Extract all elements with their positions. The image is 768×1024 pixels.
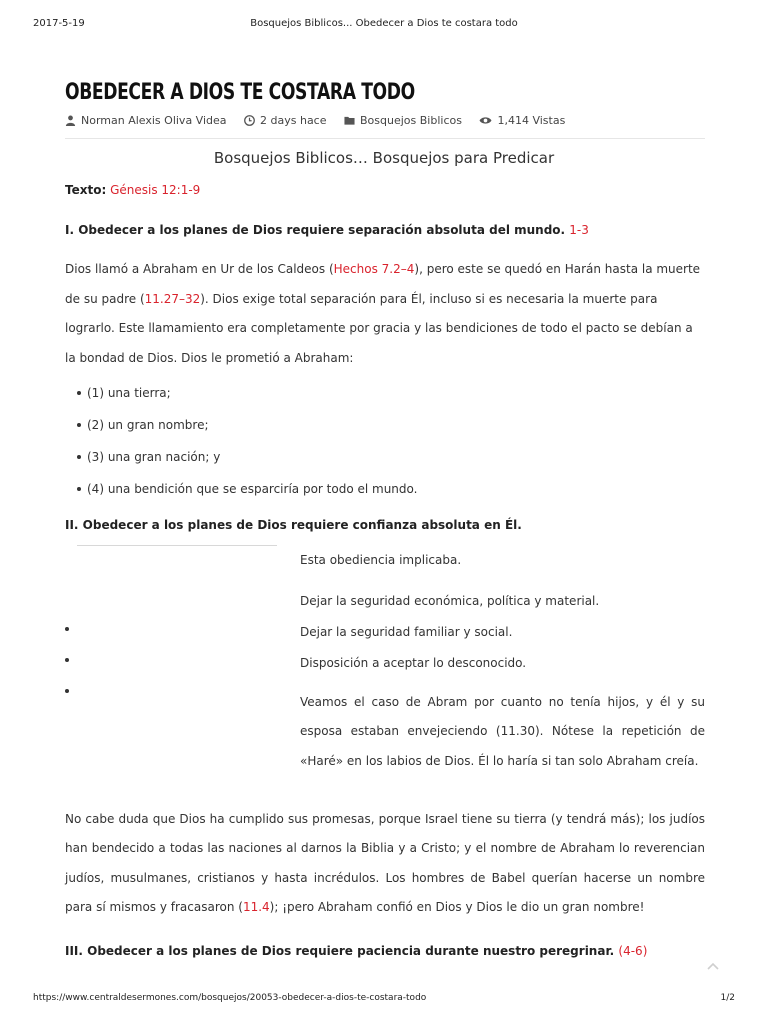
section-2-paragraph (65, 805, 705, 923)
bullet-markers (65, 617, 75, 710)
obedience-item: Dejar la seguridad económica, política y material. (300, 593, 600, 608)
meta-author-text: Norman Alexis Oliva Videa (81, 114, 227, 127)
list-item: (1) una tierra; (77, 377, 705, 409)
meta-views (479, 114, 565, 127)
user-icon (65, 115, 76, 126)
print-header-title: Bosquejos Biblicos... Obedecer a Dios te costara todo (250, 18, 518, 29)
obedience-item: Dejar la seguridad familiar y social. (300, 624, 513, 639)
p2-text-b: ); ¡pero Abraham confió en Dios y Dios le dio un gran nombre! (269, 900, 645, 914)
section-1-ref-link[interactable]: 1-3 (569, 222, 589, 237)
section-3-heading-text: III. Obedecer a los planes de Dios requiere paciencia durante nuestro peregrinar. (65, 943, 615, 958)
eye-icon (479, 115, 492, 126)
section-3-ref-link[interactable]: 4-6 (623, 943, 643, 958)
p1-text-a: Dios llamó a Abraham en Ur de los Caldeos ( (65, 262, 334, 276)
babel-ref-link[interactable]: 11.4 (242, 900, 270, 914)
chevron-up-icon (704, 958, 722, 976)
obedience-intro: Esta obediencia implicaba. (300, 552, 462, 567)
section-2-text (300, 545, 705, 777)
print-date: 2017-5-19 (33, 18, 85, 29)
abram-paragraph: Veamos el caso de Abram por cuanto no tenía hijos, y él y su esposa estaban envejeciendo (11.30). Nótese la repetición de «Haré» en los labios de Dios. Él lo haría si tan solo Abraham creía. (300, 694, 705, 768)
list-item: (4) una bendición que se esparciría por todo el mundo. (77, 473, 705, 505)
section-3-heading (65, 937, 705, 967)
p1-text-b: ), pero este se quedó en Harán hasta la muerte de su padre ( (65, 262, 701, 306)
hechos-ref-link[interactable]: Hechos 7.2–4 (333, 262, 415, 276)
meta-time (244, 114, 326, 127)
obedience-item: Disposición a aceptar lo desconocido. (300, 655, 527, 670)
section-2-heading: II. Obedecer a los planes de Dios requiere confianza absoluta en Él. (65, 518, 522, 532)
section-1-heading-text: I. Obedecer a los planes de Dios requiere separación absoluta del mundo. (65, 222, 566, 237)
texto-reference-link[interactable]: Génesis 12:1-9 (110, 183, 201, 197)
section-2-block (65, 545, 705, 805)
scroll-to-top-button[interactable] (704, 958, 722, 976)
bullet-marker (65, 648, 75, 679)
texto-label: Texto: (65, 183, 107, 197)
p1-text-c: ). Dios exige total separación para Él, incluso si es necesaria la muerte para lograrlo. Este llamamiento era completamente por gracia y las bendiciones de todo el pacto se debían a la bondad de Dios. Dios le prometió a Abraham: (65, 291, 693, 365)
meta-time-text: 2 days hace (260, 114, 327, 127)
clock-icon (244, 115, 255, 126)
article-subtitle: Bosquejos Biblicos… Bosquejos para Predicar (213, 149, 555, 167)
meta-views-text: 1,414 Vistas (497, 114, 566, 127)
article-title: OBEDECER A DIOS TE COSTARA TODO (65, 80, 415, 105)
article-meta (65, 114, 705, 139)
section-1-paragraph (65, 255, 705, 373)
section-3-ref-open: ( (618, 943, 624, 958)
meta-author[interactable] (65, 114, 227, 127)
p2-text-a: No cabe duda que Dios ha cumplido sus promesas, porque Israel tiene su tierra (y tendrá más); los judíos han bendecido a todas las naciones al darnos la Biblia y a Cristo; y el nombre de Abraham lo reverencian judíos, musulmanes, cristianos y hasta incrédulos. Los hombres de Babel querían hacerse un nombre para sí mismos y fracasaron ( (65, 811, 705, 914)
section-1-heading (65, 216, 705, 246)
bullet-marker (65, 617, 75, 648)
print-footer-url: https://www.centraldesermones.com/bosquejos/20053-obedecer-a-dios-te-costara-todo (33, 993, 427, 1003)
genesis-11-ref-link[interactable]: 11.27–32 (144, 291, 201, 306)
meta-category[interactable] (344, 114, 462, 127)
article-image (77, 545, 277, 706)
section-3-ref-close: ) (642, 943, 648, 958)
article-body (65, 176, 705, 966)
list-item: (3) una gran nación; y (77, 441, 705, 473)
list-item: (2) un gran nombre; (77, 409, 705, 441)
bullet-marker (65, 679, 75, 710)
texto-line (65, 176, 705, 206)
print-page-number: 1/2 (720, 993, 735, 1003)
meta-category-text: Bosquejos Biblicos (360, 114, 462, 127)
promises-list (65, 377, 705, 505)
folder-icon (344, 115, 355, 126)
